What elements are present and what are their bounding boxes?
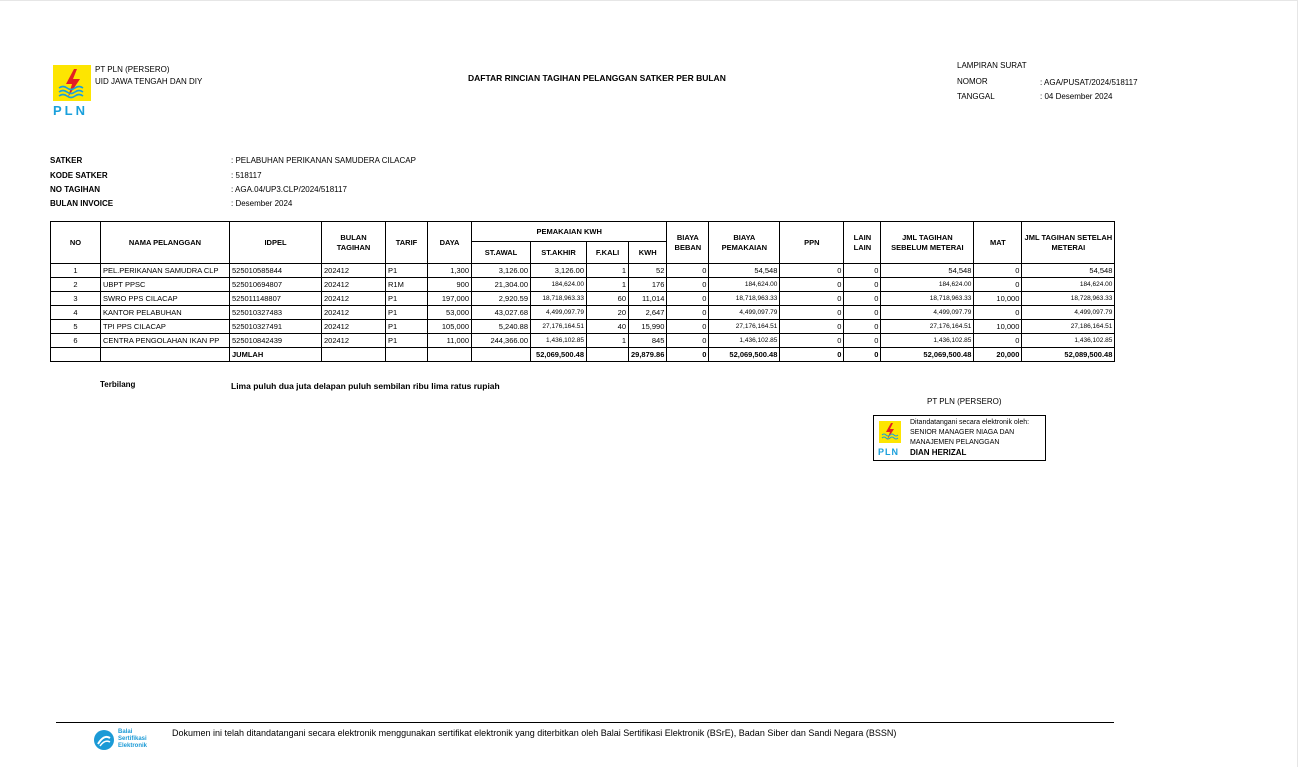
cell-ppn: 0: [780, 264, 844, 278]
pln-logo: [53, 65, 91, 119]
cell-pemakaian: 18,718,963.33: [709, 292, 780, 306]
cell-total-beban: 0: [667, 348, 709, 362]
footer-disclaimer: Dokumen ini telah ditandatangani secara elektronik menggunakan sertifikat elektronik yang diterbitkan oleh Balai Sertifikasi Elektronik (BSrE), Badan Siber dan Sandi Negara (BSSN): [172, 728, 897, 738]
cell-bulan: 202412: [322, 320, 386, 334]
cell-idpel: 525010327483: [230, 306, 322, 320]
cell-pemakaian: 4,499,097.79: [709, 306, 780, 320]
cell-daya: 900: [428, 278, 472, 292]
cell-setelah: 1,436,102.85: [1022, 334, 1115, 348]
cell-bulan: 202412: [322, 278, 386, 292]
cell-ppn: 0: [780, 292, 844, 306]
cell-kwh: 845: [629, 334, 667, 348]
cell-bulan: 202412: [322, 292, 386, 306]
cell-setelah: 4,499,097.79: [1022, 306, 1115, 320]
cell-idpel: 525010694807: [230, 278, 322, 292]
pln-logo-mark-icon: [53, 65, 91, 101]
signature-name: DIAN HERIZAL: [910, 448, 967, 457]
cell-total-kwh: 29,879.86: [629, 348, 667, 362]
cell-daya: 105,000: [428, 320, 472, 334]
document-title: DAFTAR RINCIAN TAGIHAN PELANGGAN SATKER PER BULAN: [468, 73, 726, 83]
signature-company: PT PLN (PERSERO): [927, 397, 1002, 406]
col-header-idpel: IDPEL: [230, 222, 322, 264]
info-notagihan-label: NO TAGIHAN: [50, 185, 101, 194]
cell-ppn: 0: [780, 306, 844, 320]
cell-st-akhir: 184,624.00: [531, 278, 587, 292]
table-row: [51, 264, 1115, 278]
nomor-value: : AGA/PUSAT/2024/518117: [1040, 78, 1138, 87]
cell-total-sebelum: 52,069,500.48: [881, 348, 974, 362]
cell-nama: TPI PPS CILACAP: [101, 320, 230, 334]
cell-no: 2: [51, 278, 101, 292]
info-satker-value: : PELABUHAN PERIKANAN SAMUDERA CILACAP: [231, 156, 416, 165]
bsre-logo-icon: [94, 730, 114, 750]
cell-setelah: 27,186,164.51: [1022, 320, 1115, 334]
cell-tarif: R1M: [386, 278, 428, 292]
table-row: [51, 292, 1115, 306]
cell-mat: 0: [974, 264, 1022, 278]
cell-sebelum: 184,624.00: [881, 278, 974, 292]
cell-idpel: 525011148807: [230, 292, 322, 306]
table-row: [51, 306, 1115, 320]
cell-idpel: 525010327491: [230, 320, 322, 334]
col-header-tarif: TARIF: [386, 222, 428, 264]
cell-no: 6: [51, 334, 101, 348]
cell-ppn: 0: [780, 278, 844, 292]
cell-lain: 0: [844, 334, 881, 348]
cell-beban: 0: [667, 334, 709, 348]
cell-lain: 0: [844, 292, 881, 306]
cell-daya: 1,300: [428, 264, 472, 278]
cell-tarif: P1: [386, 306, 428, 320]
cell-st-akhir: 18,718,963.33: [531, 292, 587, 306]
col-header-jml-sebelum: JML TAGIHAN SEBELUM METERAI: [881, 222, 974, 264]
col-header-jml-setelah: JML TAGIHAN SETELAH METERAI: [1022, 222, 1115, 264]
cell-kwh: 176: [629, 278, 667, 292]
signature-line-3: MANAJEMEN PELANGGAN: [910, 439, 1000, 446]
cell-nama: CENTRA PENGOLAHAN IKAN PP: [101, 334, 230, 348]
bsre-logo-text: [118, 729, 147, 750]
cell-mat: 10,000: [974, 292, 1022, 306]
cell-no: 1: [51, 264, 101, 278]
cell-pemakaian: 184,624.00: [709, 278, 780, 292]
cell-idpel: 525010585844: [230, 264, 322, 278]
cell-sebelum: 54,548: [881, 264, 974, 278]
cell-beban: 0: [667, 306, 709, 320]
terbilang-label: Terbilang: [100, 380, 136, 389]
cell-total-lain: 0: [844, 348, 881, 362]
cell-st-awal: 5,240.88: [472, 320, 531, 334]
company-name: PT PLN (PERSERO): [95, 65, 170, 74]
cell-st-akhir: 27,176,164.51: [531, 320, 587, 334]
cell-beban: 0: [667, 264, 709, 278]
cell-beban: 0: [667, 292, 709, 306]
info-bulan-value: : Desember 2024: [231, 199, 293, 208]
info-satker-label: SATKER: [50, 156, 83, 165]
table-row: [51, 320, 1115, 334]
cell-empty: [51, 348, 101, 362]
cell-tarif: P1: [386, 334, 428, 348]
cell-f-kali: 1: [587, 264, 629, 278]
footer-divider: [56, 722, 1114, 723]
cell-mat: 0: [974, 334, 1022, 348]
col-header-daya: DAYA: [428, 222, 472, 264]
cell-total-pemakaian: 52,069,500.48: [709, 348, 780, 362]
cell-empty: [322, 348, 386, 362]
cell-st-akhir: 1,436,102.85: [531, 334, 587, 348]
cell-sebelum: 18,718,963.33: [881, 292, 974, 306]
cell-total-mat: 20,000: [974, 348, 1022, 362]
cell-empty: [386, 348, 428, 362]
col-header-lain: LAIN LAIN: [844, 222, 881, 264]
cell-st-awal: 2,920.59: [472, 292, 531, 306]
cell-lain: 0: [844, 264, 881, 278]
pln-logo-text: PLN: [53, 103, 88, 118]
cell-f-kali: 1: [587, 334, 629, 348]
cell-lain: 0: [844, 306, 881, 320]
bsre-logo: [94, 728, 158, 752]
cell-ppn: 0: [780, 320, 844, 334]
cell-f-kali: 40: [587, 320, 629, 334]
col-header-nama: NAMA PELANGGAN: [101, 222, 230, 264]
info-bulan-label: BULAN INVOICE: [50, 199, 114, 208]
cell-lain: 0: [844, 320, 881, 334]
cell-empty: [428, 348, 472, 362]
cell-sebelum: 27,176,164.51: [881, 320, 974, 334]
cell-pemakaian: 54,548: [709, 264, 780, 278]
cell-beban: 0: [667, 320, 709, 334]
bsre-text-line-1: Balai: [118, 729, 133, 735]
info-notagihan-value: : AGA.04/UP3.CLP/2024/518117: [231, 185, 347, 194]
bsre-text-line-2: Sertifikasi: [118, 736, 147, 742]
table-row: [51, 278, 1115, 292]
col-header-no: NO: [51, 222, 101, 264]
nomor-label: NOMOR: [957, 77, 988, 86]
terbilang-value: Lima puluh dua juta delapan puluh sembilan ribu lima ratus rupiah: [231, 381, 500, 391]
cell-tarif: P1: [386, 292, 428, 306]
cell-tarif: P1: [386, 320, 428, 334]
col-header-kwh: KWH: [629, 242, 667, 264]
cell-bulan: 202412: [322, 264, 386, 278]
e-signature-box: [873, 415, 1046, 461]
cell-total-label: JUMLAH: [230, 348, 322, 362]
tanggal-value: : 04 Desember 2024: [1040, 92, 1113, 101]
cell-no: 5: [51, 320, 101, 334]
cell-mat: 10,000: [974, 320, 1022, 334]
cell-empty: [587, 348, 629, 362]
cell-total-ppn: 0: [780, 348, 844, 362]
cell-nama: SWRO PPS CILACAP: [101, 292, 230, 306]
cell-empty: [472, 348, 531, 362]
cell-st-awal: 21,304.00: [472, 278, 531, 292]
col-header-st-akhir: ST.AKHIR: [531, 242, 587, 264]
cell-f-kali: 20: [587, 306, 629, 320]
table-row: [51, 334, 1115, 348]
cell-st-akhir: 3,126.00: [531, 264, 587, 278]
cell-no: 3: [51, 292, 101, 306]
signature-line-1: Ditandatangani secara elektronik oleh:: [910, 419, 1030, 426]
cell-total-st-akhir: 52,069,500.48: [531, 348, 587, 362]
cell-st-awal: 43,027.68: [472, 306, 531, 320]
cell-setelah: 184,624.00: [1022, 278, 1115, 292]
info-kode-value: : 518117: [231, 171, 262, 180]
cell-pemakaian: 1,436,102.85: [709, 334, 780, 348]
cell-sebelum: 4,499,097.79: [881, 306, 974, 320]
cell-nama: UBPT PPSC: [101, 278, 230, 292]
cell-daya: 197,000: [428, 292, 472, 306]
cell-st-akhir: 4,499,097.79: [531, 306, 587, 320]
info-kode-label: KODE SATKER: [50, 171, 108, 180]
cell-kwh: 11,014: [629, 292, 667, 306]
cell-kwh: 52: [629, 264, 667, 278]
cell-empty: [101, 348, 230, 362]
cell-st-awal: 244,366.00: [472, 334, 531, 348]
table-total-row: [51, 348, 1115, 362]
tanggal-label: TANGGAL: [957, 92, 995, 101]
cell-mat: 0: [974, 278, 1022, 292]
cell-sebelum: 1,436,102.85: [881, 334, 974, 348]
pln-mini-logo-text: PLN: [878, 447, 899, 457]
col-header-biaya-pemakaian: BIAYA PEMAKAIAN: [709, 222, 780, 264]
cell-mat: 0: [974, 306, 1022, 320]
col-header-bulan: BULAN TAGIHAN: [322, 222, 386, 264]
cell-bulan: 202412: [322, 334, 386, 348]
cell-daya: 11,000: [428, 334, 472, 348]
cell-kwh: 15,990: [629, 320, 667, 334]
col-header-f-kali: F.KALI: [587, 242, 629, 264]
cell-pemakaian: 27,176,164.51: [709, 320, 780, 334]
col-header-pemakaian: PEMAKAIAN KWH: [472, 222, 667, 242]
cell-daya: 53,000: [428, 306, 472, 320]
cell-setelah: 54,548: [1022, 264, 1115, 278]
cell-lain: 0: [844, 278, 881, 292]
cell-st-awal: 3,126.00: [472, 264, 531, 278]
cell-setelah: 18,728,963.33: [1022, 292, 1115, 306]
billing-table: [50, 221, 1115, 362]
cell-bulan: 202412: [322, 306, 386, 320]
cell-no: 4: [51, 306, 101, 320]
cell-f-kali: 1: [587, 278, 629, 292]
cell-total-setelah: 52,089,500.48: [1022, 348, 1115, 362]
cell-kwh: 2,647: [629, 306, 667, 320]
unit-name: UID JAWA TENGAH DAN DIY: [95, 77, 203, 86]
cell-ppn: 0: [780, 334, 844, 348]
attachment-label: LAMPIRAN SURAT: [957, 61, 1027, 70]
cell-beban: 0: [667, 278, 709, 292]
bsre-text-line-3: Elektronik: [118, 743, 148, 749]
cell-tarif: P1: [386, 264, 428, 278]
col-header-mat: MAT: [974, 222, 1022, 264]
cell-f-kali: 60: [587, 292, 629, 306]
col-header-ppn: PPN: [780, 222, 844, 264]
cell-nama: KANTOR PELABUHAN: [101, 306, 230, 320]
cell-idpel: 525010842439: [230, 334, 322, 348]
pln-mini-logo-icon: [879, 421, 901, 443]
cell-nama: PEL.PERIKANAN SAMUDRA CLP: [101, 264, 230, 278]
col-header-biaya-beban: BIAYA BEBAN: [667, 222, 709, 264]
signature-line-2: SENIOR MANAGER NIAGA DAN: [910, 429, 1015, 436]
col-header-st-awal: ST.AWAL: [472, 242, 531, 264]
